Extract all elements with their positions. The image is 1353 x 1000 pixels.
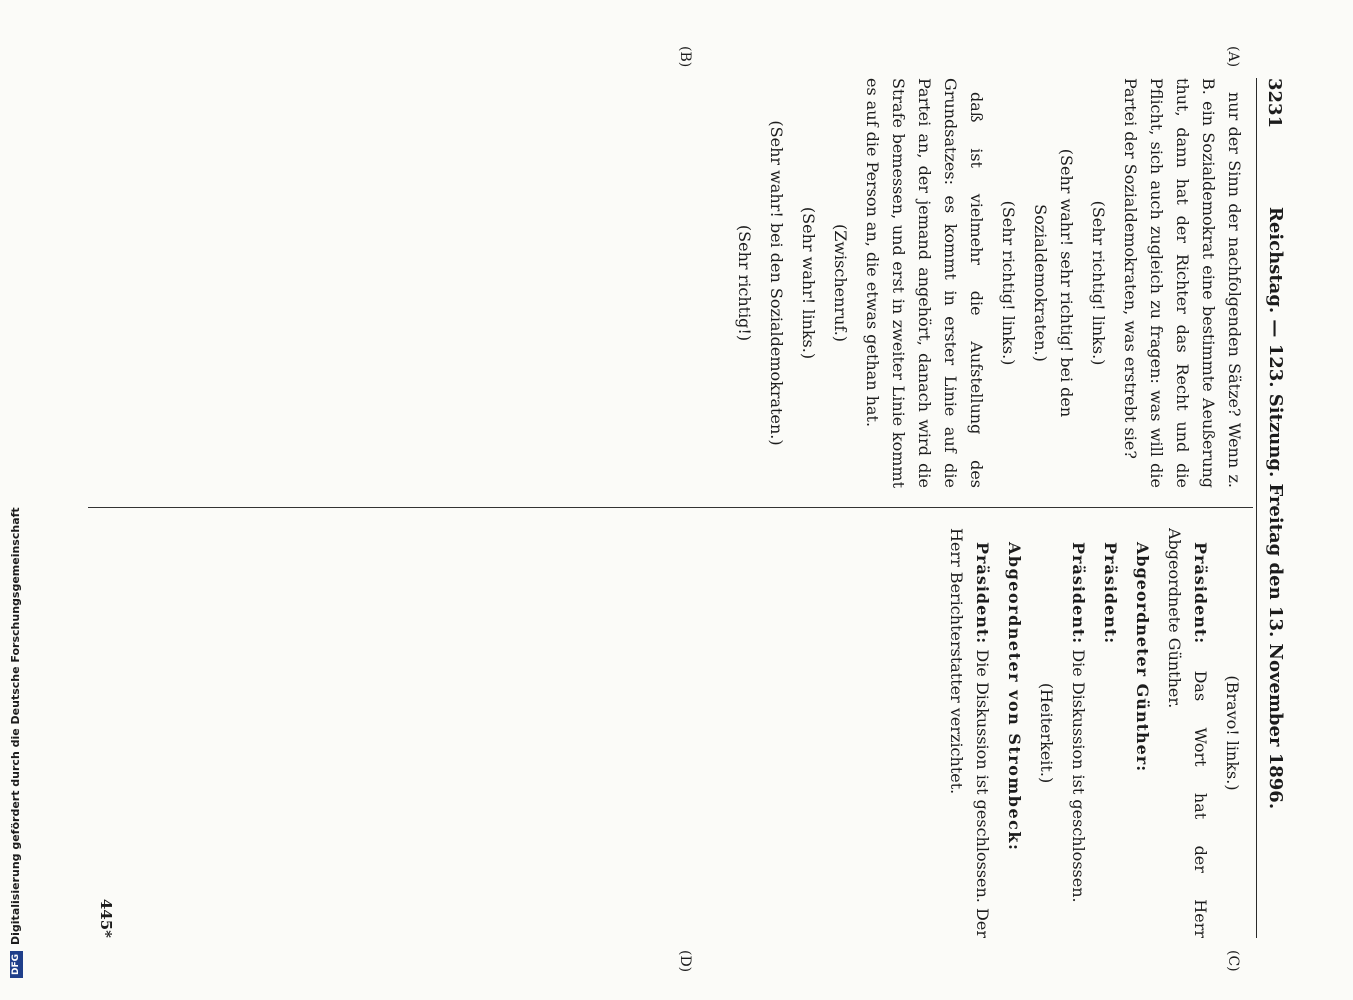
margin-mark-c: (C): [1225, 950, 1241, 972]
paragraph: daß ist vielmehr die Aufstellung des Grundsatzes: es kommt in erster Linie auf die Partei an, der jemand angehört, danach wird die Strafe bemessen, und erst in zweiter Linie kommt es auf die Person an, die etwas gethan hat.: [863, 78, 986, 488]
speech-paragraph: [1161, 528, 1213, 938]
remark: (Sehr richtig! links.): [1089, 200, 1108, 366]
margin-mark-d: (D): [677, 950, 693, 973]
speech-text: Die Diskussion ist geschlossen.: [1069, 649, 1088, 903]
digitization-credit: [0, 0, 30, 1000]
margin-mark-b: (B): [677, 46, 693, 68]
rotated-page: [88, 46, 1293, 973]
paragraph: nur der Sinn der nachfolgenden Sätze? Wenn z. B. ein Sozialdemokrat eine bestimmte Aeußerung thut, dann hat der Richter das Recht und die Pflicht, sich auch zugleich zu fragen: was will die Partei der Sozialdemokraten, was erstrebt sie?: [1121, 78, 1244, 488]
page-number: 3231: [1264, 78, 1285, 129]
speech-paragraph: [943, 528, 995, 938]
speech-text: Die Diskussion ist geschlossen. Der Herr Berichterstatter verzichtet.: [947, 528, 992, 938]
remark: (Sehr wahr! sehr richtig! bei den Sozialdemokraten.): [1031, 148, 1076, 418]
remark: (Sehr richtig! links.): [999, 200, 1018, 366]
speech-paragraph: [1129, 528, 1155, 938]
remark: (Sehr wahr! bei den Sozialdemokraten.): [767, 120, 786, 446]
remark: (Sehr richtig!): [735, 224, 754, 342]
margin-mark-a: (A): [1225, 46, 1241, 68]
column-divider: [88, 507, 1253, 508]
credit-text: Digitalisierung gefördert durch die Deutsche Forschungsgemeinschaft: [9, 507, 22, 945]
sheet-signature: 445*: [97, 898, 115, 938]
running-title: Reichstag. — 123. Sitzung. Freitag den 13. November 1896.: [1265, 206, 1286, 810]
right-column: [87, 528, 1247, 938]
speech-paragraph: [1065, 528, 1091, 938]
remark: (Bravo! links.): [1223, 675, 1242, 791]
speaker-name: Abgeordneter von Strombeck:: [1005, 542, 1024, 852]
remark: (Sehr wahr! links.): [799, 206, 818, 360]
running-header: [1256, 78, 1291, 938]
speech-paragraph: [1001, 528, 1027, 938]
dfg-logo-icon: DFG: [10, 951, 23, 978]
remark: (Heiterkeit.): [1037, 682, 1056, 784]
speech-paragraph: [1097, 528, 1123, 938]
speech-text: Das Wort hat der Herr Abgeordnete Günther.: [1165, 528, 1210, 938]
speaker-name: Präsident:: [1191, 542, 1210, 645]
left-column: [87, 78, 1247, 488]
remark: (Zwischenruf.): [831, 223, 850, 343]
speaker-name: Präsident:: [973, 542, 992, 645]
speaker-name: Präsident:: [1101, 542, 1120, 645]
speaker-name: Präsident:: [1069, 542, 1088, 645]
speaker-name: Abgeordneter Günther:: [1133, 542, 1152, 773]
